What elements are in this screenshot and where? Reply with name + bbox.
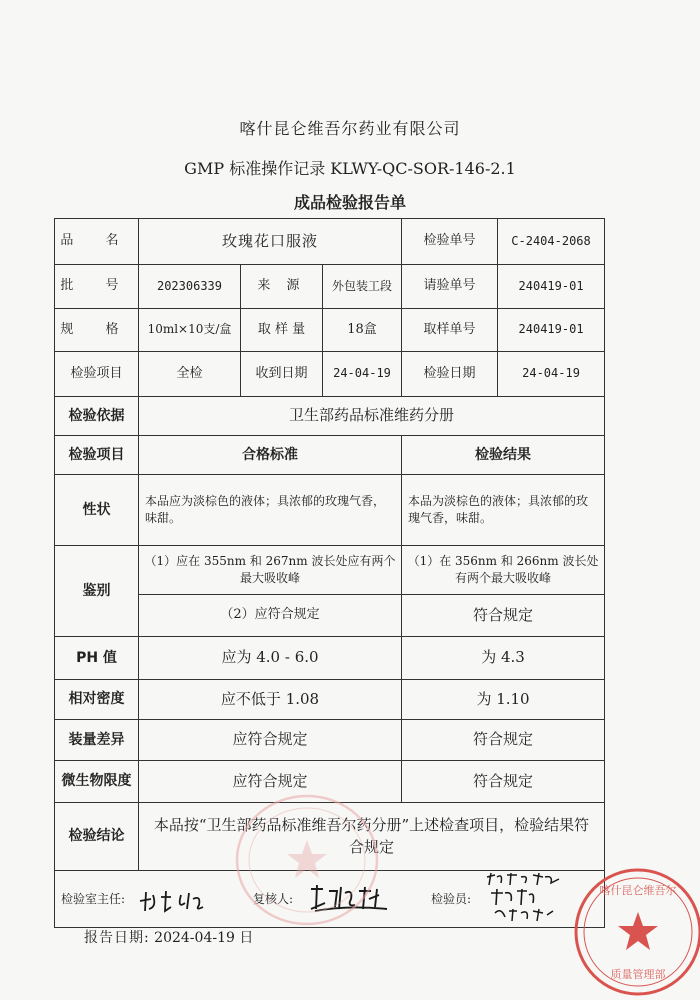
conclusion-value: 本品按“卫生部药品标准维吾尔药分册”上述检查项目，检验结果符合规定 [139,803,605,871]
conclusion-label: 检验结论 [55,803,139,871]
row-fill-variation [55,720,605,761]
ph-label: PH 值 [55,637,139,680]
sample-qty-label: 取 样 量 [241,309,323,352]
reviewer-label: 复核人: [253,892,294,906]
sample-no-value: 240419-01 [498,309,605,352]
company-name: 喀什昆仑维吾尔药业有限公司 [239,119,461,138]
density-label: 相对密度 [55,680,139,720]
lab-director-signature [137,885,217,915]
received-date-value: 24-04-19 [323,352,402,397]
report-date-label: 报告日期: [84,930,150,946]
col-header-item: 检验项目 [55,436,139,475]
sample-qty-value: 18盒 [323,309,402,352]
svg-text:喀什昆仑维吾尔: 喀什昆仑维吾尔 [599,884,677,897]
row-character [55,475,605,546]
inspection-date-value: 24-04-19 [498,352,605,397]
svg-text:质量管理部: 质量管理部 [610,968,666,981]
source-label: 来 源 [241,265,323,309]
lab-director-label: 检验室主任: [61,892,126,906]
inspector-signature [481,871,581,925]
identification-standard-2: （2）应符合规定 [139,595,402,637]
product-name-label: 品 名 [55,219,139,265]
report-date-value: 2024-04-19 日 [154,930,254,946]
quality-department-seal [570,860,700,1000]
fill-variation-result: 符合规定 [402,720,605,761]
received-date-label: 收到日期 [241,352,323,397]
report-date-line [84,927,253,947]
row-product-name [55,219,605,265]
product-name-value: 玫瑰花口服液 [139,219,402,265]
inspection-item-label: 检验项目 [55,352,139,397]
inspector-label: 检验员: [431,892,472,906]
row-ph [55,637,605,680]
identification-standard-1: （1）应在 355nm 和 267nm 波长处应有两个最大吸收峰 [139,546,402,595]
identification-result-1: （1）在 356nm 和 266nm 波长处有两个最大吸收峰 [402,546,605,595]
character-standard: 本品应为淡棕色的液体；具浓郁的玫瑰气香，味甜。 [139,475,402,546]
row-density [55,680,605,720]
record-code: GMP 标准操作记录 KLWY-QC-SOR-146-2.1 [184,159,516,178]
col-header-result: 检验结果 [402,436,605,475]
density-standard: 应不低于 1.08 [139,680,402,720]
faint-lab-seal [232,790,382,930]
basis-value: 卫生部药品标准维药分册 [139,397,605,436]
row-batch [55,265,605,309]
row-identification-1 [55,546,605,595]
request-no-label: 请验单号 [402,265,498,309]
inspection-no-label: 检验单号 [402,219,498,265]
col-header-standard: 合格标准 [139,436,402,475]
character-label: 性状 [55,475,139,546]
fill-variation-label: 装量差异 [55,720,139,761]
batch-label: 批 号 [55,265,139,309]
identification-result-2: 符合规定 [402,595,605,637]
density-result: 为 1.10 [402,680,605,720]
row-column-headers [55,436,605,475]
basis-label: 检验依据 [55,397,139,436]
spec-label: 规 格 [55,309,139,352]
source-value: 外包装工段 [323,265,402,309]
row-inspection-item [55,352,605,397]
fill-variation-standard: 应符合规定 [139,720,402,761]
inspection-no-value: C-2404-2068 [498,219,605,265]
inspection-item-value: 全检 [139,352,241,397]
identification-label: 鉴别 [55,546,139,637]
spec-value: 10ml×10支/盒 [139,309,241,352]
request-no-value: 240419-01 [498,265,605,309]
ph-result: 为 4.3 [402,637,605,680]
ph-standard: 应为 4.0 - 6.0 [139,637,402,680]
sample-no-label: 取样单号 [402,309,498,352]
character-result: 本品为淡棕色的液体；具浓郁的玫瑰气香，味甜。 [402,475,605,546]
microbial-result: 符合规定 [402,761,605,803]
inspection-date-label: 检验日期 [402,352,498,397]
row-basis [55,397,605,436]
microbial-label: 微生物限度 [55,761,139,803]
batch-value: 202306339 [139,265,241,309]
form-title: 成品检验报告单 [293,193,406,212]
microbial-standard: 应符合规定 [139,761,402,803]
row-spec [55,309,605,352]
